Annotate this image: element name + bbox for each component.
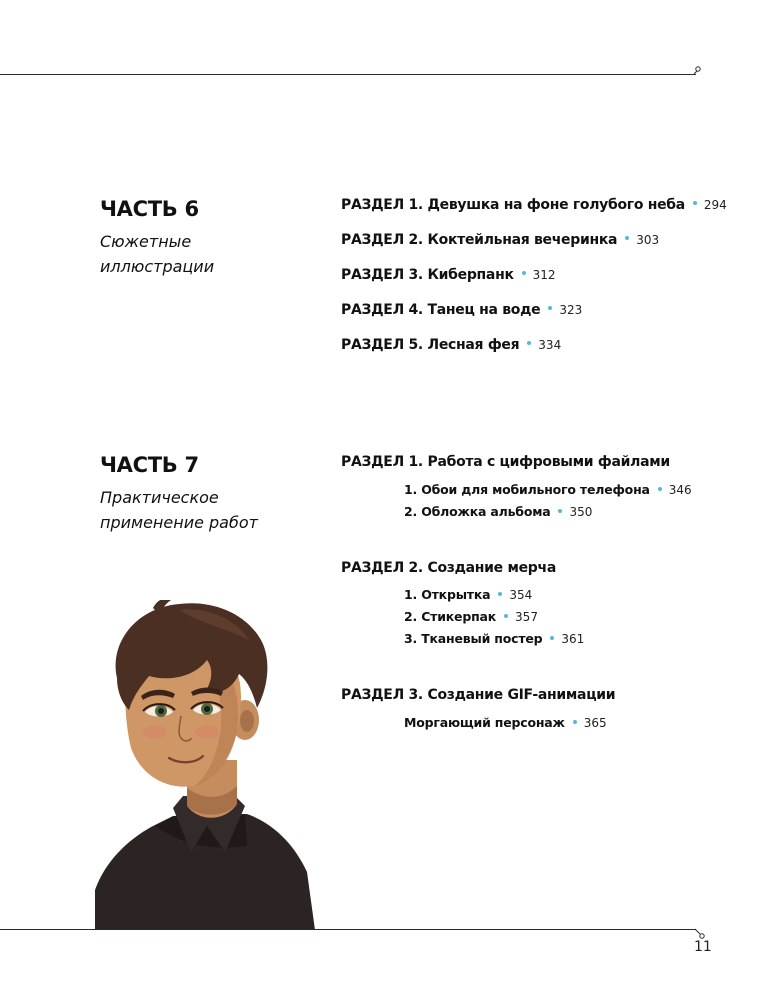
- page-ref: 303: [636, 233, 660, 247]
- page-ref: 346: [668, 483, 692, 497]
- page-number: 11: [694, 939, 712, 955]
- toc-part6-section-2[interactable]: [341, 232, 659, 248]
- bullet-dot-icon: [550, 636, 554, 640]
- bullet-dot-icon: [527, 341, 531, 345]
- page-ref: 365: [583, 716, 607, 730]
- toc-part7-s3-item-1[interactable]: [404, 715, 607, 730]
- page-ref: 312: [532, 268, 556, 282]
- top-rule: [0, 74, 696, 75]
- part-7-subtitle-line-1: Практическое: [100, 488, 219, 507]
- bullet-dot-icon: [658, 487, 662, 491]
- bullet-dot-icon: [522, 271, 526, 275]
- toc-part7-section-2[interactable]: [341, 560, 556, 576]
- section-label: РАЗДЕЛ 5. Лесная фея: [341, 337, 520, 353]
- bullet-dot-icon: [625, 236, 629, 240]
- section-label: РАЗДЕЛ 3. Создание GIF-анимации: [341, 687, 616, 703]
- item-label: 3. Тканевый постер: [404, 631, 543, 646]
- toc-part7-s2-item-3[interactable]: [404, 631, 584, 646]
- part-7-subtitle: [100, 485, 258, 535]
- bottom-rule: [0, 929, 696, 930]
- bullet-dot-icon: [548, 306, 552, 310]
- page-ref: 334: [538, 338, 562, 352]
- section-label: РАЗДЕЛ 1. Работа с цифровыми файлами: [341, 454, 670, 470]
- page-ref: 294: [703, 198, 727, 212]
- bullet-dot-icon: [558, 509, 562, 513]
- toc-part7-s1-item-2[interactable]: [404, 504, 592, 519]
- part-6-subtitle: [100, 229, 214, 279]
- section-label: РАЗДЕЛ 2. Коктейльная вечеринка: [341, 232, 618, 248]
- section-label: РАЗДЕЛ 3. Киберпанк: [341, 267, 514, 283]
- item-label: 1. Открытка: [404, 587, 491, 602]
- toc-part7-section-1[interactable]: [341, 454, 670, 470]
- bullet-dot-icon: [693, 201, 697, 205]
- rule-end-ornament-icon: [694, 66, 702, 74]
- part-6-title: ЧАСТЬ 6: [100, 197, 199, 221]
- section-label: РАЗДЕЛ 1. Девушка на фоне голубого неба: [341, 197, 685, 213]
- bullet-dot-icon: [498, 592, 502, 596]
- toc-part7-section-3[interactable]: [341, 687, 615, 703]
- section-label: РАЗДЕЛ 2. Создание мерча: [341, 560, 556, 576]
- toc-part6-section-5[interactable]: [341, 337, 561, 353]
- bullet-dot-icon: [504, 614, 508, 618]
- part-7-subtitle-line-2: применение работ: [100, 513, 258, 532]
- bullet-dot-icon: [573, 720, 577, 724]
- toc-part7-s2-item-1[interactable]: [404, 587, 532, 602]
- toc-part6-section-1[interactable]: [341, 197, 727, 213]
- item-label: Моргающий персонаж: [404, 715, 565, 730]
- section-label: РАЗДЕЛ 4. Танец на воде: [341, 302, 541, 318]
- item-label: 2. Стикерпак: [404, 609, 497, 624]
- toc-part7-s1-item-1[interactable]: [404, 482, 692, 497]
- toc-part6-section-4[interactable]: [341, 302, 582, 318]
- page-ref: 361: [561, 632, 585, 646]
- part-6-subtitle-line-1: Сюжетные: [100, 232, 192, 251]
- item-label: 1. Обои для мобильного телефона: [404, 482, 650, 497]
- part-7-title: ЧАСТЬ 7: [100, 453, 199, 477]
- page-ref: 354: [509, 588, 533, 602]
- part-6-subtitle-line-2: иллюстрации: [100, 257, 215, 276]
- character-portrait-illustration: [95, 600, 315, 930]
- page-ref: 323: [559, 303, 583, 317]
- item-label: 2. Обложка альбома: [404, 504, 551, 519]
- page-ref: 350: [569, 505, 593, 519]
- toc-part7-s2-item-2[interactable]: [404, 609, 538, 624]
- toc-part6-section-3[interactable]: [341, 267, 556, 283]
- page-ref: 357: [515, 610, 538, 624]
